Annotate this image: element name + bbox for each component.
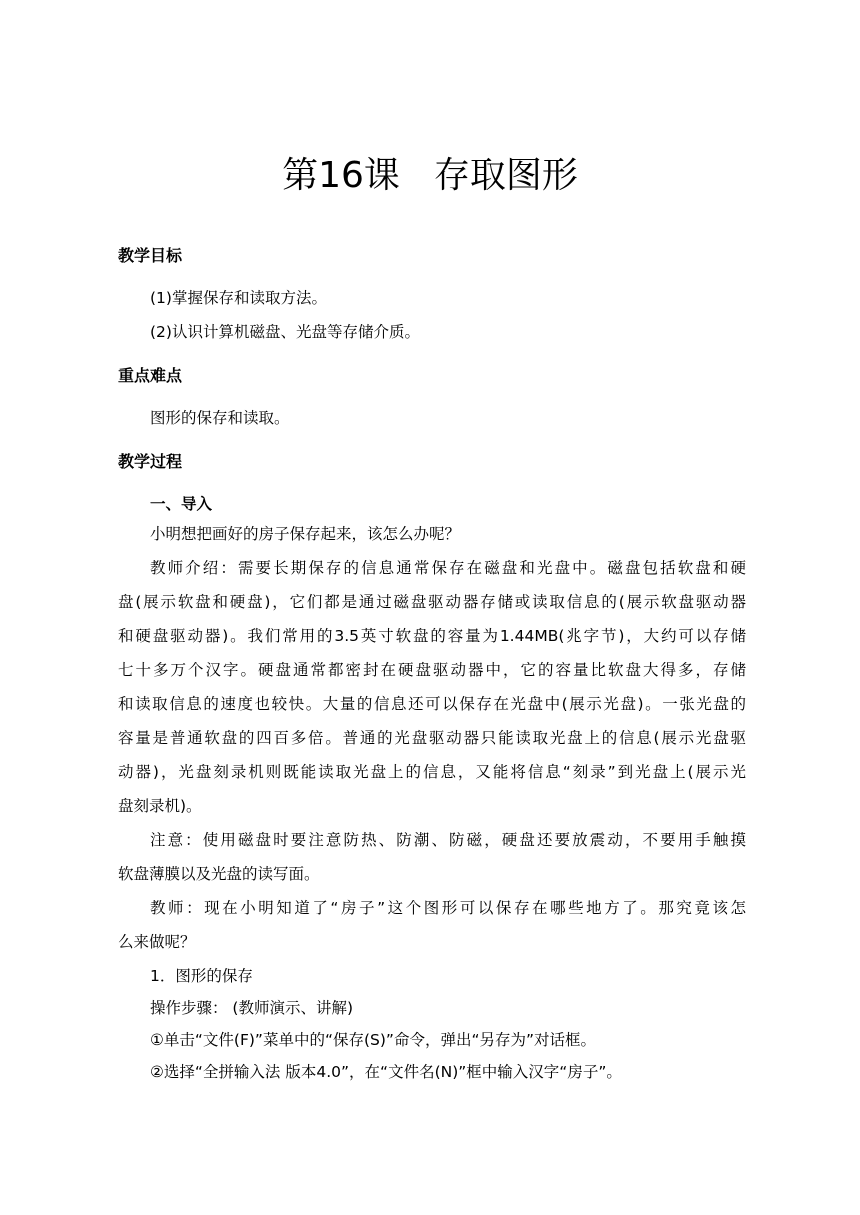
paragraph-line: 七十多万个汉字。硬盘通常都密封在硬盘驱动器中，它的容量比软盘大得多，存储 xyxy=(118,661,746,679)
paragraph-line: 和硬盘驱动器)。我们常用的3.5英寸软盘的容量为1.44MB(兆字节)，大约可以存储 xyxy=(118,627,746,645)
goal-item-2: (2)认识计算机磁盘、光盘等存储介质。 xyxy=(150,323,420,341)
goals-heading: 教学目标 xyxy=(118,246,183,265)
paragraph-line: 和读取信息的速度也较快。大量的信息还可以保存在光盘中(展示光盘)。一张光盘的 xyxy=(118,695,746,713)
intro-heading: 一、导入 xyxy=(150,495,213,513)
subsection-heading: 1．图形的保存 xyxy=(150,967,253,985)
paragraph-question: 小明想把画好的房子保存起来，该怎么办呢？ xyxy=(150,525,461,543)
step-2: ②选择“全拼输入法 版本4.0”，在“文件名(N)”框中输入汉字“房子”。 xyxy=(150,1063,622,1081)
steps-intro: 操作步骤： (教师演示、讲解) xyxy=(150,999,354,1017)
paragraph-line: 动器)，光盘刻录机则既能读取光盘上的信息，又能将信息“刻录”到光盘上(展示光 xyxy=(118,763,746,781)
key-points-heading: 重点难点 xyxy=(118,366,183,385)
key-points-text: 图形的保存和读取。 xyxy=(150,409,290,427)
process-heading: 教学过程 xyxy=(118,452,183,471)
paragraph-line: 盘(展示软盘和硬盘)，它们都是通过磁盘驱动器存储或读取信息的(展示软盘驱动器 xyxy=(118,593,746,611)
paragraph-line: 容量是普通软盘的四百多倍。普通的光盘驱动器只能读取光盘上的信息(展示光盘驱 xyxy=(118,729,746,747)
lesson-title xyxy=(0,150,860,202)
note-line: 软盘薄膜以及光盘的读写面。 xyxy=(118,865,320,883)
lesson-number: 第16课 xyxy=(282,155,400,196)
goal-item-1: (1)掌握保存和读取方法。 xyxy=(150,289,327,307)
lesson-topic: 存取图形 xyxy=(433,155,578,196)
paragraph-line: 教师介绍：需要长期保存的信息通常保存在磁盘和光盘中。磁盘包括软盘和硬 xyxy=(150,559,746,577)
teacher-line: 教师：现在小明知道了“房子”这个图形可以保存在哪些地方了。那究竟该怎 xyxy=(150,899,746,917)
teacher-line: 么来做呢？ xyxy=(118,933,196,951)
step-1: ①单击“文件(F)”菜单中的“保存(S)”命令，弹出“另存为”对话框。 xyxy=(150,1031,597,1049)
note-line: 注意：使用磁盘时要注意防热、防潮、防磁，硬盘还要放震动，不要用手触摸 xyxy=(150,831,746,849)
paragraph-line: 盘刻录机)。 xyxy=(118,797,202,815)
